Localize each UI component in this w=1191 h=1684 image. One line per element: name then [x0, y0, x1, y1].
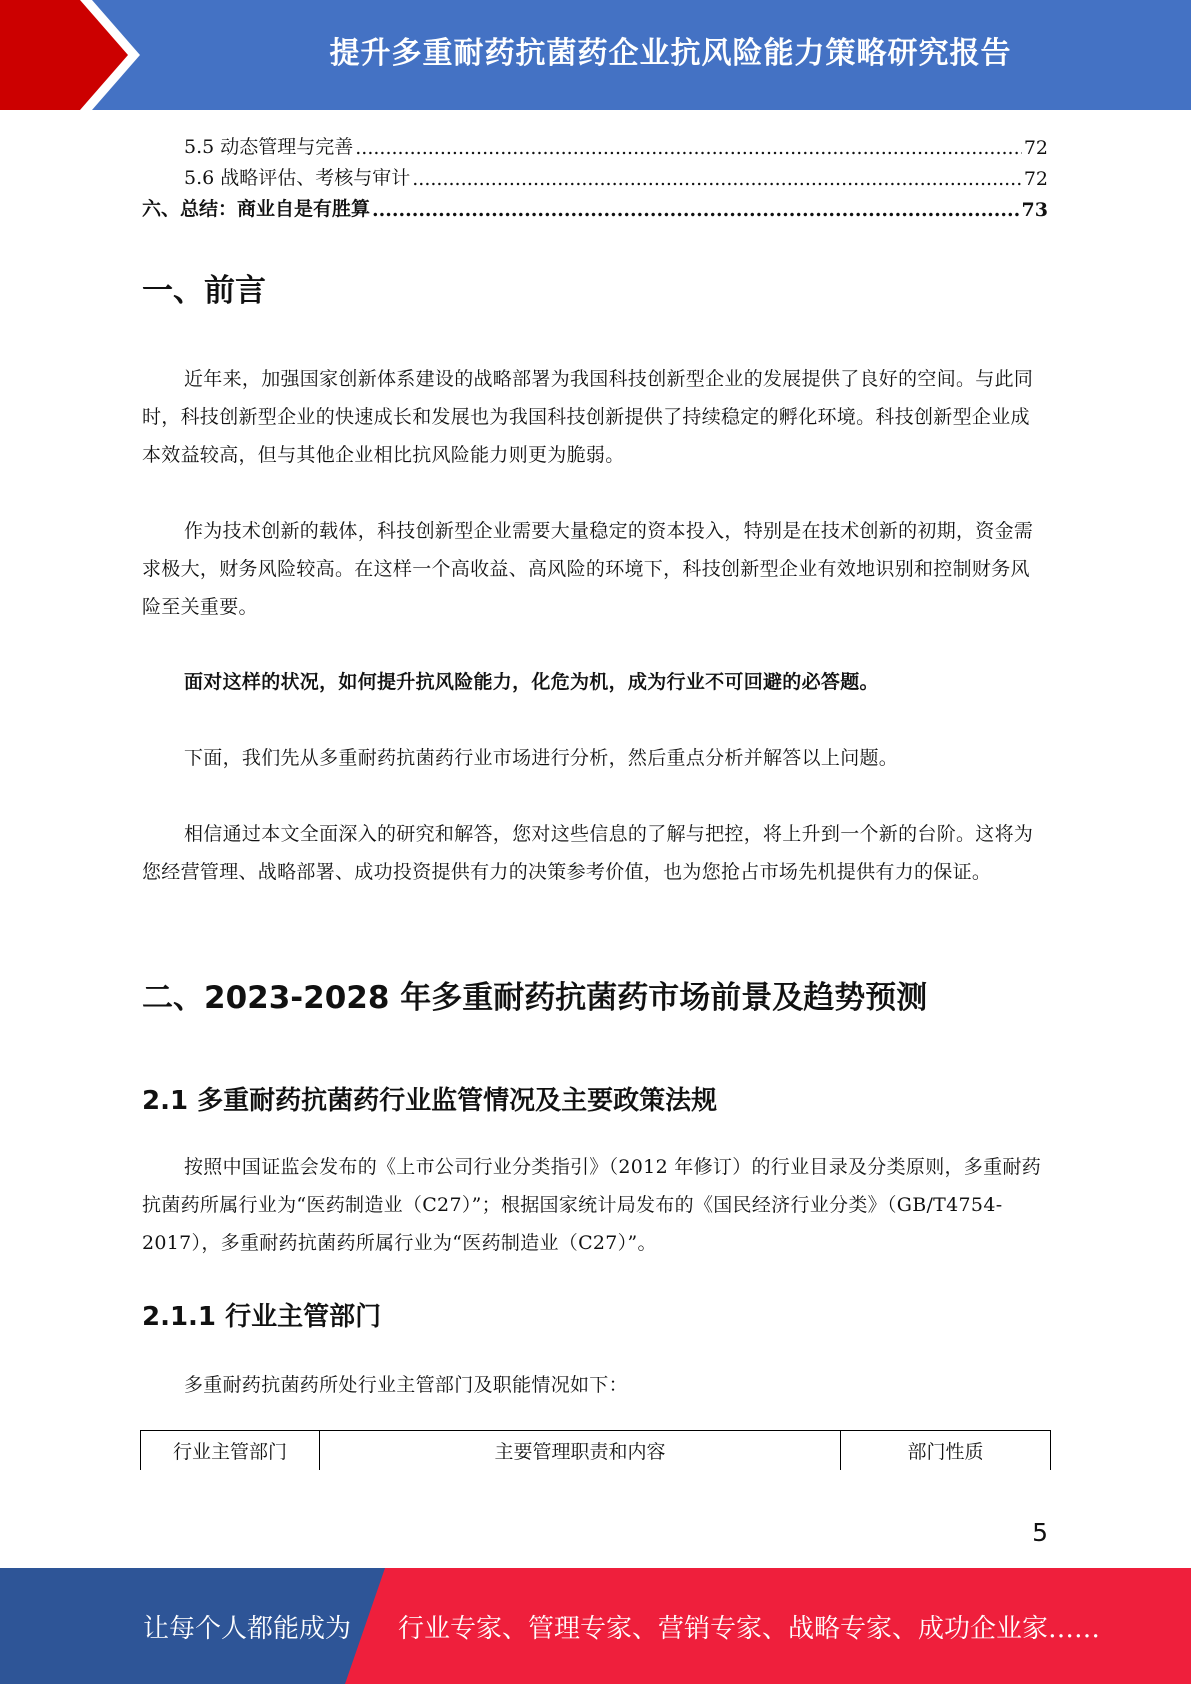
- report-title: 提升多重耐药抗菌药企业抗风险能力策略研究报告: [329, 36, 1012, 71]
- intro-paragraph-1: 近年来，加强国家创新体系建设的战略部署为我国科技创新型企业的发展提供了良好的空间。与此同时，科技创新型企业的快速成长和发展也为我国科技创新提供了持续稳定的孵化环境。科技创新型企业成本效益较高，但与其他企业相比抗风险能力则更为脆弱。: [142, 368, 1034, 466]
- intro-paragraph-2: 作为技术创新的载体，科技创新型企业需要大量稳定的资本投入，特别是在技术创新的初期，资金需求极大，财务风险较高。在这样一个高收益、高风险的环境下，科技创新型企业有效地识别和控制财务风险至关重要。: [142, 520, 1034, 618]
- toc-entry-label: 5.5 动态管理与完善: [184, 136, 354, 158]
- toc-entry[interactable]: [142, 159, 1048, 190]
- section-2-1-1-paragraph: 多重耐药抗菌药所处行业主管部门及职能情况如下：: [184, 1374, 628, 1396]
- toc-leader-dots: [412, 168, 1022, 190]
- intro-paragraph-4: 下面，我们先从多重耐药抗菌药行业市场进行分析，然后重点分析并解答以上问题。: [184, 747, 899, 769]
- toc-leader-dots: [355, 137, 1022, 159]
- page-footer: [0, 1568, 1191, 1684]
- table-header-cell: 部门性质: [841, 1431, 1051, 1471]
- toc-entry-label: 六、总结：商业自是有胜算: [142, 198, 371, 220]
- page-number: 5: [1032, 1518, 1048, 1547]
- table-header-row: [141, 1431, 1051, 1471]
- header-red-chevron: [0, 0, 150, 110]
- section-2-1-1-heading: 2.1.1 行业主管部门: [142, 1302, 382, 1332]
- intro-heading: 一、前言: [142, 273, 266, 309]
- section-2-1-paragraph: 按照中国证监会发布的《上市公司行业分类指引》（2012 年修订）的行业目录及分类原则，多重耐药抗菌药所属行业为“医药制造业（C27）”；根据国家统计局发布的《国民经济行业分类》（GB/T4754-2017），多重耐药抗菌药所属行业为“医药制造业（C27）”。: [142, 1156, 1041, 1254]
- toc-entry-page: 72: [1023, 137, 1048, 159]
- table-header-cell: 行业主管部门: [141, 1431, 320, 1471]
- toc-entry-page: 73: [1021, 199, 1048, 221]
- intro-paragraph-5: 相信通过本文全面深入的研究和解答，您对这些信息的了解与把控，将上升到一个新的台阶。这将为您经营管理、战略部署、成功投资提供有力的决策参考价值，也为您抢占市场先机提供有力的保证。: [142, 823, 1034, 883]
- table-of-contents: [142, 128, 1048, 221]
- market-heading: 二、2023-2028 年多重耐药抗菌药市场前景及趋势预测: [142, 980, 928, 1016]
- page-header: [0, 0, 1191, 110]
- footer-slogan-right: 行业专家、管理专家、营销专家、战略专家、成功企业家……: [398, 1613, 1101, 1644]
- toc-leader-dots: [372, 199, 1020, 221]
- footer-slogan-left: 让每个人都能成为: [143, 1613, 352, 1644]
- section-2-1-heading: 2.1 多重耐药抗菌药行业监管情况及主要政策法规: [142, 1086, 718, 1116]
- intro-paragraph-3: 面对这样的状况，如何提升抗风险能力，化危为机，成为行业不可回避的必答题。: [184, 671, 879, 693]
- toc-entry[interactable]: [142, 128, 1048, 159]
- toc-entry-label: 5.6 战略评估、考核与审计: [184, 167, 411, 189]
- toc-entry[interactable]: [142, 190, 1048, 221]
- authority-table: [140, 1430, 1051, 1470]
- table-header-cell: 主要管理职责和内容: [320, 1431, 841, 1471]
- toc-entry-page: 72: [1023, 168, 1048, 190]
